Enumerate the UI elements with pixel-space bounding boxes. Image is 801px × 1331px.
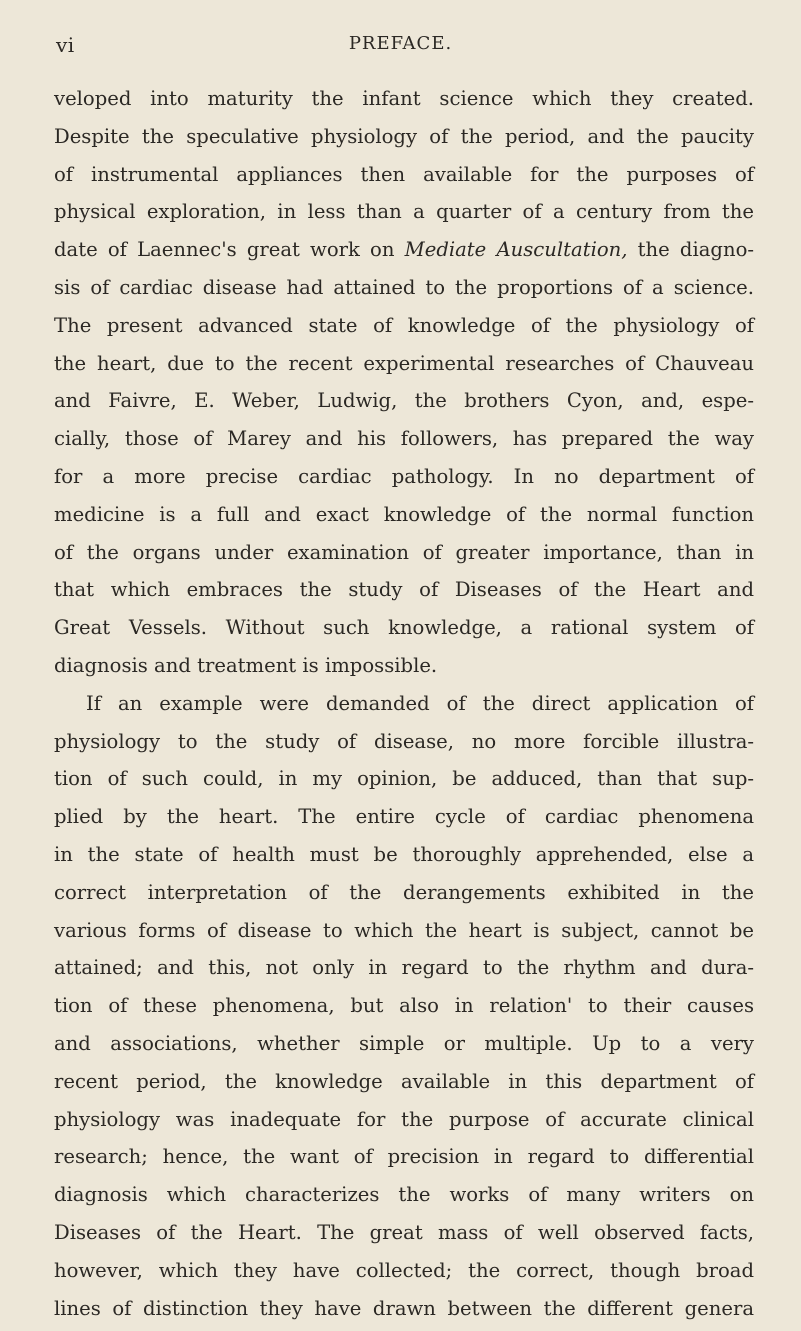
text-line xyxy=(54,836,754,874)
text-line xyxy=(54,1214,754,1252)
text-line xyxy=(54,118,754,156)
page-number: vi xyxy=(56,33,75,57)
text-segment: and associations, whether simple or multiple. Up to a very xyxy=(54,1031,754,1055)
text-line xyxy=(54,458,754,496)
text-segment: recent period, the knowledge available in this department of xyxy=(54,1069,754,1093)
text-line xyxy=(54,760,754,798)
text-segment: The present advanced state of knowledge of the physiology of xyxy=(54,313,754,337)
text-line xyxy=(54,874,754,912)
text-line xyxy=(54,307,754,345)
text-segment: Diseases of the Heart. The great mass of well observed facts, xyxy=(54,1220,754,1244)
text-line xyxy=(54,80,754,118)
text-line xyxy=(54,1101,754,1139)
text-segment: veloped into maturity the infant science which they created. xyxy=(54,87,754,110)
text-segment: physiology was inadequate for the purpose of accurate clinical xyxy=(54,1107,754,1131)
text-line xyxy=(54,685,754,723)
text-line xyxy=(54,1138,754,1176)
text-segment: various forms of disease to which the heart is subject, cannot be xyxy=(54,918,754,942)
text-line xyxy=(54,496,754,534)
text-segment: of instrumental appliances then available for the purposes of xyxy=(54,162,754,186)
text-line xyxy=(54,1290,754,1328)
text-line xyxy=(54,382,754,420)
text-segment: the heart, due to the recent experimental researches of Chauveau xyxy=(54,351,754,375)
text-line xyxy=(54,534,754,572)
text-segment: and Faivre, E. Weber, Ludwig, the brothers Cyon, and, espe- xyxy=(54,389,754,413)
text-segment: in the state of health must be thoroughly apprehended, else a xyxy=(54,842,754,866)
text-segment: tion of these phenomena, but also in relation' to their causes xyxy=(54,994,754,1018)
text-segment: correct interpretation of the derangements exhibited in the xyxy=(54,880,754,904)
text-line xyxy=(54,571,754,609)
text-line xyxy=(54,912,754,950)
text-segment: diagnosis and treatment is impossible. xyxy=(54,653,438,677)
text-segment: sis of cardiac disease had attained to the proportions of a science. xyxy=(54,275,754,299)
text-line xyxy=(54,987,754,1025)
text-segment: If an example were demanded of the direct application of xyxy=(86,691,754,715)
text-segment: medicine is a full and exact knowledge of the normal function xyxy=(54,502,754,526)
text-segment: however, which they have collected; the correct, though broad xyxy=(54,1258,754,1282)
text-line xyxy=(54,723,754,761)
text-segment: physical exploration, in less than a quarter of a century from the xyxy=(54,200,754,224)
text-segment: date of Laennec's great work on xyxy=(54,238,405,262)
text-line xyxy=(54,193,754,231)
text-line xyxy=(54,345,754,383)
text-segment: physiology to the study of disease, no more forcible illustra- xyxy=(54,729,754,753)
text-line xyxy=(54,1176,754,1214)
text-line xyxy=(54,231,754,269)
text-segment: that which embraces the study of Diseases of the Heart and xyxy=(54,578,754,602)
text-segment: cially, those of Marey and his followers, has prepared the way xyxy=(54,427,754,451)
text-segment: attained; and this, not only in regard to the rhythm and dura- xyxy=(54,956,754,980)
text-segment: for a more precise cardiac pathology. In no department of xyxy=(54,464,754,488)
text-segment: of the organs under examination of greater importance, than in xyxy=(54,540,754,564)
text-line xyxy=(54,798,754,836)
body-text xyxy=(54,80,754,1327)
text-segment: Despite the speculative physiology of the period, and the paucity xyxy=(54,124,754,148)
text-segment: Great Vessels. Without such knowledge, a rational system of xyxy=(54,616,754,640)
text-segment: lines of distinction they have drawn between the different genera xyxy=(54,1296,754,1320)
text-line xyxy=(54,269,754,307)
running-title: PREFACE. xyxy=(348,33,453,54)
text-segment: research; hence, the want of precision in regard to differential xyxy=(54,1145,754,1169)
running-head xyxy=(36,33,765,63)
text-line xyxy=(54,647,754,685)
text-line xyxy=(54,1063,754,1101)
text-segment: plied by the heart. The entire cycle of cardiac phenomena xyxy=(54,805,754,829)
text-line xyxy=(54,949,754,987)
text-line xyxy=(54,1252,754,1290)
italic-title: Mediate Auscultation, xyxy=(404,238,628,262)
text-line xyxy=(54,1025,754,1063)
text-line xyxy=(54,156,754,194)
text-segment: tion of such could, in my opinion, be adduced, than that sup- xyxy=(54,767,754,791)
text-line xyxy=(54,420,754,458)
text-segment: diagnosis which characterizes the works of many writers on xyxy=(54,1183,754,1207)
text-line xyxy=(54,609,754,647)
text-segment: the diagno- xyxy=(627,238,755,262)
